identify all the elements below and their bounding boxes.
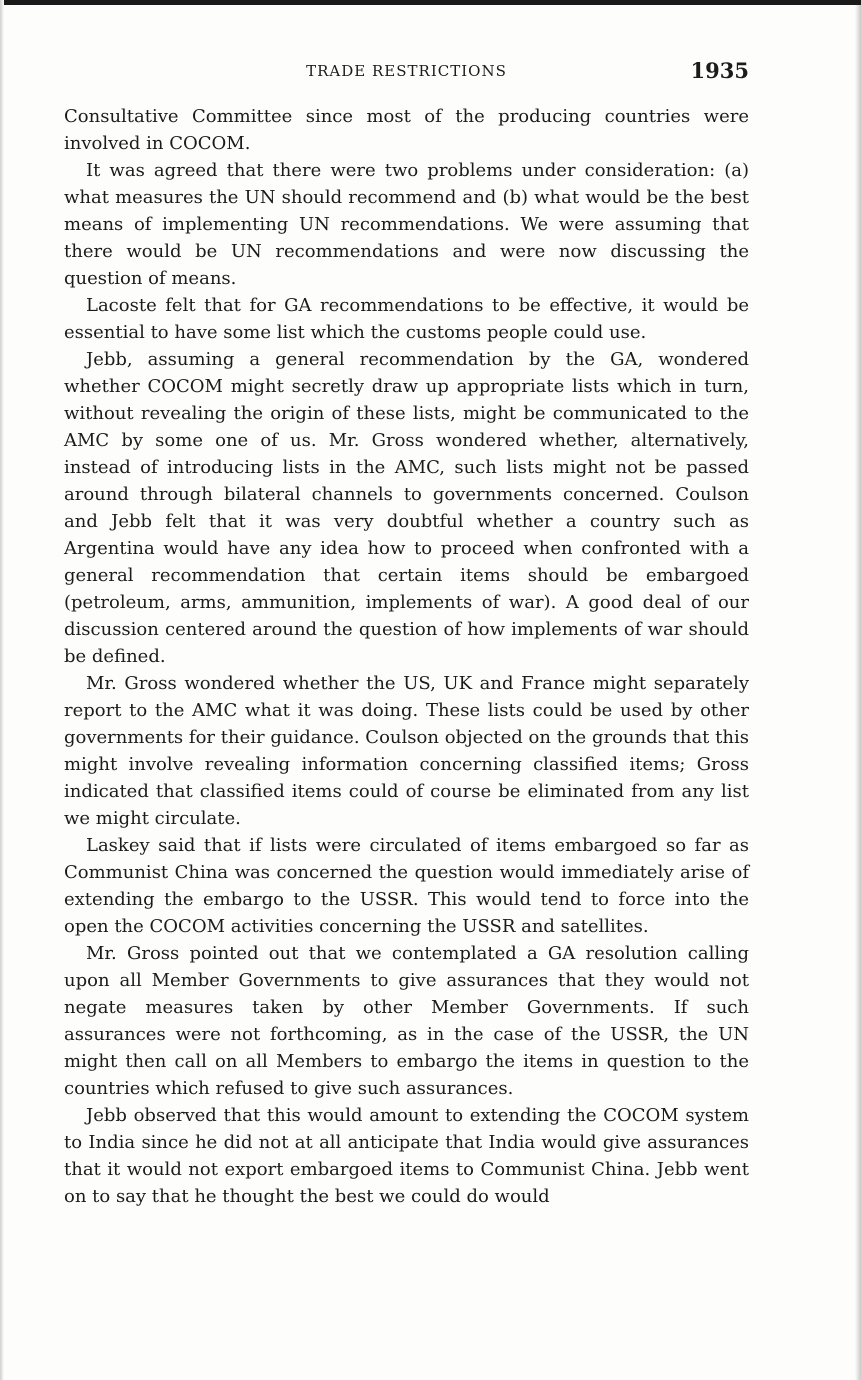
paragraph-continued: Consultative Committee since most of the producing countries were involved in COCOM.	[64, 106, 749, 154]
body-text	[64, 103, 749, 1210]
paragraph-gross-resolution: Mr. Gross pointed out that we contemplated a GA resolution calling upon all Member Governments to give assurances that they would not negate measures taken by other Member Governments. If such assurances were not forthcoming, as in the case of the USSR, the UN might then call on all Members to embargo the items in question to the countries which refused to give such assurances.	[64, 943, 749, 1099]
running-head	[64, 58, 749, 88]
paragraph-gross-report: Mr. Gross wondered whether the US, UK and France might separately report to the AMC what it was doing. These lists could be used by other governments for their guidance. Coulson objected on the grounds that this might involve revealing information concerning classified items; Gross indicated that classified items could of course be eliminated from any list we might circulate.	[64, 673, 749, 829]
page-left-edge	[0, 0, 4, 1380]
page-top-edge	[0, 0, 861, 5]
paragraph-problems: It was agreed that there were two problems under consideration: (a) what measures the UN should recommend and (b) what would be the best means of implementing UN recommendations. We were assuming that there would be UN recommendations and were now discussing the question of means.	[64, 160, 749, 289]
paragraph-jebb-lists: Jebb, assuming a general recommendation by the GA, wondered whether COCOM might secretly draw up appropriate lists which in turn, without revealing the origin of these lists, might be communicated to the AMC by some one of us. Mr. Gross wondered whether, alternatively, instead of introducing lists in the AMC, such lists might not be passed around through bilateral channels to governments concerned. Coulson and Jebb felt that it was very doubtful whether a country such as Argentina would have any idea how to proceed when confronted with a general recommendation that certain items should be embargoed (petroleum, arms, ammunition, implements of war). A good deal of our discussion centered around the question of how implements of war should be defined.	[64, 349, 749, 667]
page-number: 1935	[690, 58, 749, 83]
paragraph-lacoste: Lacoste felt that for GA recommendations to be effective, it would be essential to have some list which the customs people could use.	[64, 295, 749, 343]
paragraph-jebb-india: Jebb observed that this would amount to extending the COCOM system to India since he did not at all anticipate that India would give assurances that it would not export embargoed items to Communist China. Jebb went on to say that he thought the best we could do would	[64, 1105, 749, 1207]
running-title: TRADE RESTRICTIONS	[306, 62, 507, 80]
page-right-edge	[855, 5, 861, 1380]
paragraph-laskey: Laskey said that if lists were circulated of items embargoed so far as Communist China was concerned the question would immediately arise of extending the embargo to the USSR. This would tend to force into the open the COCOM activities concerning the USSR and satellites.	[64, 835, 749, 937]
